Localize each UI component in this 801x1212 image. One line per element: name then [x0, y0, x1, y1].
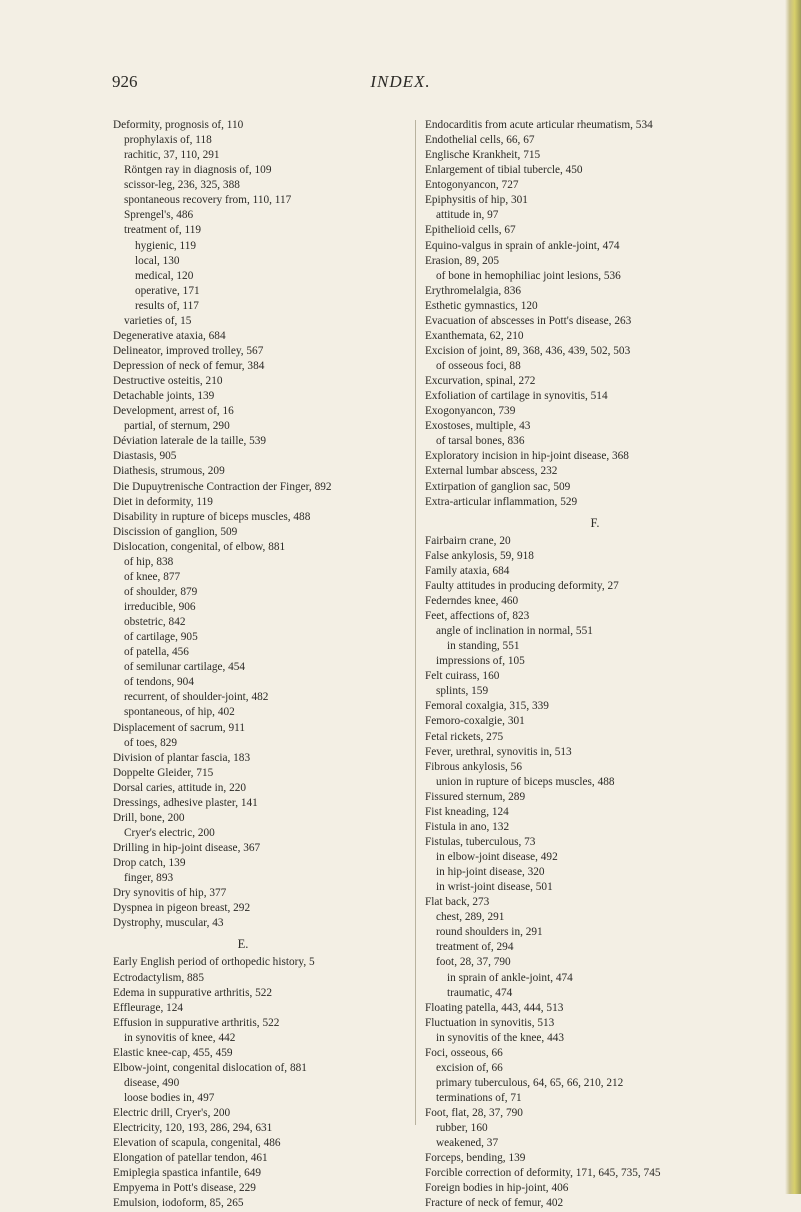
index-entry: Emulsion, iodoform, 85, 265	[113, 1197, 244, 1210]
index-entry: Epithelioid cells, 67	[425, 224, 516, 237]
index-subentry: scissor-leg, 236, 325, 388	[124, 179, 240, 192]
index-entry: Fissured sternum, 289	[425, 790, 526, 803]
index-entry: Exploratory incision in hip-joint disease, 368	[425, 450, 629, 463]
index-subentry: of tendons, 904	[124, 676, 194, 689]
index-entry: Forceps, bending, 139	[425, 1152, 526, 1165]
index-subentry: of patella, 456	[124, 646, 189, 659]
index-entry: Déviation laterale de la taille, 539	[113, 435, 267, 448]
index-subentry: of shoulder, 879	[124, 585, 198, 598]
index-entry: Esthetic gymnastics, 120	[425, 299, 538, 312]
index-entry: Emiplegia spastica infantile, 649	[113, 1167, 262, 1180]
index-subentry: primary tuberculous, 64, 65, 66, 210, 212	[436, 1076, 624, 1089]
index-entry: Femoro-coxalgie, 301	[425, 715, 525, 728]
index-entry: Elastic knee-cap, 455, 459	[113, 1046, 233, 1059]
index-entry: Foci, osseous, 66	[425, 1046, 503, 1059]
index-entry: Flat back, 273	[425, 896, 490, 909]
index-entry: Discission of ganglion, 509	[113, 525, 238, 538]
index-entry: Degenerative ataxia, 684	[113, 329, 226, 342]
index-entry: Fracture of neck of femur, 402	[425, 1197, 564, 1210]
index-subentry: finger, 893	[124, 872, 174, 885]
page-edge	[785, 0, 801, 1194]
index-entry: Drill, bone, 200	[113, 811, 185, 824]
index-subentry: in standing, 551	[447, 640, 520, 653]
index-entry: Erasion, 89, 205	[425, 254, 500, 267]
index-subentry: attitude in, 97	[436, 209, 499, 222]
index-list-f	[425, 534, 765, 1212]
index-entry: Electricity, 120, 193, 286, 294, 631	[113, 1122, 273, 1135]
index-entry: Fibrous ankylosis, 56	[425, 760, 522, 773]
index-subentry: irreducible, 906	[124, 601, 196, 613]
index-entry: Die Dupuytrenische Contraction der Finger, 892	[113, 480, 332, 493]
index-subentry: local, 130	[135, 254, 180, 267]
index-entry: Enlargement of tibial tubercle, 450	[425, 164, 583, 177]
index-entry: Exanthemata, 62, 210	[425, 329, 524, 342]
index-subentry: excision of, 66	[436, 1061, 503, 1074]
index-column-right	[425, 118, 765, 1212]
index-entry: Delineator, improved trolley, 567	[113, 344, 264, 357]
index-subentry: results of, 117	[135, 299, 199, 312]
index-entry: Elongation of patellar tendon, 461	[113, 1152, 268, 1165]
index-entry: Detachable joints, 139	[113, 390, 215, 403]
index-subentry: of osseous foci, 88	[436, 360, 521, 372]
index-entry: Dislocation, congenital, of elbow, 881	[113, 540, 286, 553]
index-entry: Fluctuation in synovitis, 513	[425, 1016, 555, 1029]
index-subentry: disease, 490	[124, 1076, 180, 1089]
index-subentry: of cartilage, 905	[124, 631, 198, 644]
index-subentry: impressions of, 105	[436, 655, 525, 668]
index-entry: Feet, affections of, 823	[425, 610, 530, 622]
index-subentry: chest, 289, 291	[436, 911, 505, 924]
index-subentry: in elbow-joint disease, 492	[436, 851, 558, 863]
index-list-e	[113, 955, 403, 1211]
index-entry: Evacuation of abscesses in Pott's disease, 263	[425, 314, 632, 327]
index-subentry: in synovitis of the knee, 443	[436, 1031, 565, 1044]
index-entry: Dorsal caries, attitude in, 220	[113, 781, 247, 794]
index-subentry: Röntgen ray in diagnosis of, 109	[124, 164, 272, 177]
index-subentry: of knee, 877	[124, 570, 181, 583]
index-entry: Faulty attitudes in producing deformity, 27	[425, 579, 619, 592]
index-entry: Endocarditis from acute articular rheumatism, 534	[425, 119, 653, 131]
index-subentry: of semilunar cartilage, 454	[124, 661, 246, 674]
index-subentry: of bone in hemophiliac joint lesions, 536	[436, 269, 621, 282]
index-subentry: spontaneous recovery from, 110, 117	[124, 194, 292, 207]
index-entry: Fistulas, tuberculous, 73	[425, 835, 536, 848]
index-entry: Federndes knee, 460	[425, 594, 519, 607]
index-subentry: medical, 120	[135, 269, 194, 282]
index-subentry: union in rupture of biceps muscles, 488	[436, 775, 615, 788]
index-entry: Extirpation of ganglion sac, 509	[425, 480, 571, 493]
index-subentry: in sprain of ankle-joint, 474	[447, 971, 573, 984]
index-subentry: in synovitis of knee, 442	[124, 1031, 236, 1044]
index-entry: False ankylosis, 59, 918	[425, 549, 534, 562]
index-entry: Ectrodactylism, 885	[113, 971, 204, 984]
index-entry: Endothelial cells, 66, 67	[425, 134, 535, 147]
index-entry: Diet in deformity, 119	[113, 495, 213, 508]
index-subentry: recurrent, of shoulder-joint, 482	[124, 691, 269, 704]
index-subentry: Sprengel's, 486	[124, 209, 194, 222]
index-entry: Dyspnea in pigeon breast, 292	[113, 902, 251, 915]
index-subentry: hygienic, 119	[135, 239, 197, 252]
index-entry: Foot, flat, 28, 37, 790	[425, 1107, 523, 1120]
page-header	[0, 72, 801, 102]
index-entry: Foreign bodies in hip-joint, 406	[425, 1182, 569, 1195]
index-subentry: in hip-joint disease, 320	[436, 866, 545, 879]
index-entry: Fist kneading, 124	[425, 805, 509, 818]
index-entry: Deformity, prognosis of, 110	[113, 119, 244, 131]
index-subentry: rubber, 160	[436, 1122, 488, 1135]
column-divider	[415, 120, 416, 1125]
index-entry: Family ataxia, 684	[425, 564, 510, 577]
index-entry: Empyema in Pott's disease, 229	[113, 1182, 256, 1195]
index-entry: Exogonyancon, 739	[425, 405, 516, 418]
index-subentry: rachitic, 37, 110, 291	[124, 149, 220, 162]
index-entry: Diastasis, 905	[113, 450, 177, 463]
index-entry: Equino-valgus in sprain of ankle-joint, 474	[425, 239, 620, 252]
index-entry: Excision of joint, 89, 368, 436, 439, 502, 503	[425, 344, 631, 357]
index-entry: Drop catch, 139	[113, 857, 186, 870]
index-list-e-continued	[425, 118, 765, 510]
index-entry: Exostoses, multiple, 43	[425, 420, 531, 433]
index-entry: Dressings, adhesive plaster, 141	[113, 796, 258, 809]
index-subentry: in wrist-joint disease, 501	[436, 881, 553, 894]
index-entry: Femoral coxalgia, 315, 339	[425, 700, 549, 713]
index-entry: Fever, urethral, synovitis in, 513	[425, 745, 572, 758]
index-subentry: spontaneous, of hip, 402	[124, 706, 235, 719]
index-subentry: varieties of, 15	[124, 314, 192, 327]
index-subentry: round shoulders in, 291	[436, 926, 543, 939]
index-entry: Doppelte Gleider, 715	[113, 766, 214, 779]
index-entry: Fairbairn crane, 20	[425, 534, 511, 547]
index-entry: Displacement of sacrum, 911	[113, 721, 245, 734]
index-entry: Destructive osteitis, 210	[113, 375, 223, 388]
index-subentry: prophylaxis of, 118	[124, 134, 212, 147]
index-entry: Effleurage, 124	[113, 1001, 184, 1014]
index-entry: Fetal rickets, 275	[425, 730, 504, 743]
index-subentry: traumatic, 474	[447, 986, 513, 999]
index-subentry: of tarsal bones, 836	[436, 435, 525, 448]
index-subentry: terminations of, 71	[436, 1092, 522, 1104]
index-entry: Englische Krankheit, 715	[425, 149, 541, 162]
index-entry: Drilling in hip-joint disease, 367	[113, 842, 261, 854]
index-subentry: splints, 159	[436, 685, 489, 698]
index-entry: Division of plantar fascia, 183	[113, 751, 251, 764]
index-list-d	[113, 118, 403, 931]
section-heading-e: E.	[237, 937, 249, 952]
index-subentry: obstetric, 842	[124, 616, 186, 629]
index-entry: Dry synovitis of hip, 377	[113, 887, 227, 900]
index-entry: Fistula in ano, 132	[425, 820, 510, 833]
index-entry: Epiphysitis of hip, 301	[425, 194, 528, 207]
index-subentry: treatment of, 119	[124, 224, 202, 237]
index-column-left	[113, 118, 403, 1212]
index-entry: Elbow-joint, congenital dislocation of, 881	[113, 1061, 307, 1074]
index-entry: Development, arrest of, 16	[113, 405, 234, 418]
index-subentry: of toes, 829	[124, 736, 178, 749]
index-subentry: of hip, 838	[124, 555, 174, 568]
index-entry: Early English period of orthopedic history, 5	[113, 956, 315, 969]
index-entry: Disability in rupture of biceps muscles, 488	[113, 510, 311, 523]
index-entry: Felt cuirass, 160	[425, 670, 500, 683]
index-subentry: weakened, 37	[436, 1137, 499, 1150]
index-entry: Erythromelalgia, 836	[425, 284, 521, 297]
index-subentry: operative, 171	[135, 284, 200, 297]
index-subentry: treatment of, 294	[436, 941, 514, 954]
index-entry: Extra-articular inflammation, 529	[425, 495, 578, 508]
index-entry: Dystrophy, muscular, 43	[113, 917, 224, 930]
index-entry: Excurvation, spinal, 272	[425, 375, 536, 388]
index-entry: Exfoliation of cartilage in synovitis, 514	[425, 390, 608, 403]
index-entry: Elevation of scapula, congenital, 486	[113, 1137, 281, 1150]
index-subentry: Cryer's electric, 200	[124, 826, 215, 839]
section-heading-f: F.	[590, 515, 600, 530]
index-entry: Depression of neck of femur, 384	[113, 360, 265, 372]
index-subentry: angle of inclination in normal, 551	[436, 625, 593, 638]
index-entry: Effusion in suppurative arthritis, 522	[113, 1016, 280, 1029]
index-entry: Floating patella, 443, 444, 513	[425, 1001, 564, 1014]
index-subentry: loose bodies in, 497	[124, 1092, 215, 1104]
index-subentry: partial, of sternum, 290	[124, 420, 230, 433]
page-number: 926	[112, 72, 138, 91]
index-entry: Forcible correction of deformity, 171, 645, 735, 745	[425, 1167, 661, 1180]
running-title: INDEX.	[370, 72, 431, 91]
index-entry: External lumbar abscess, 232	[425, 465, 558, 478]
index-entry: Diathesis, strumous, 209	[113, 465, 225, 478]
index-subentry: foot, 28, 37, 790	[436, 956, 511, 969]
index-entry: Entogonyancon, 727	[425, 179, 519, 192]
index-entry: Electric drill, Cryer's, 200	[113, 1107, 231, 1120]
index-entry: Edema in suppurative arthritis, 522	[113, 986, 273, 999]
